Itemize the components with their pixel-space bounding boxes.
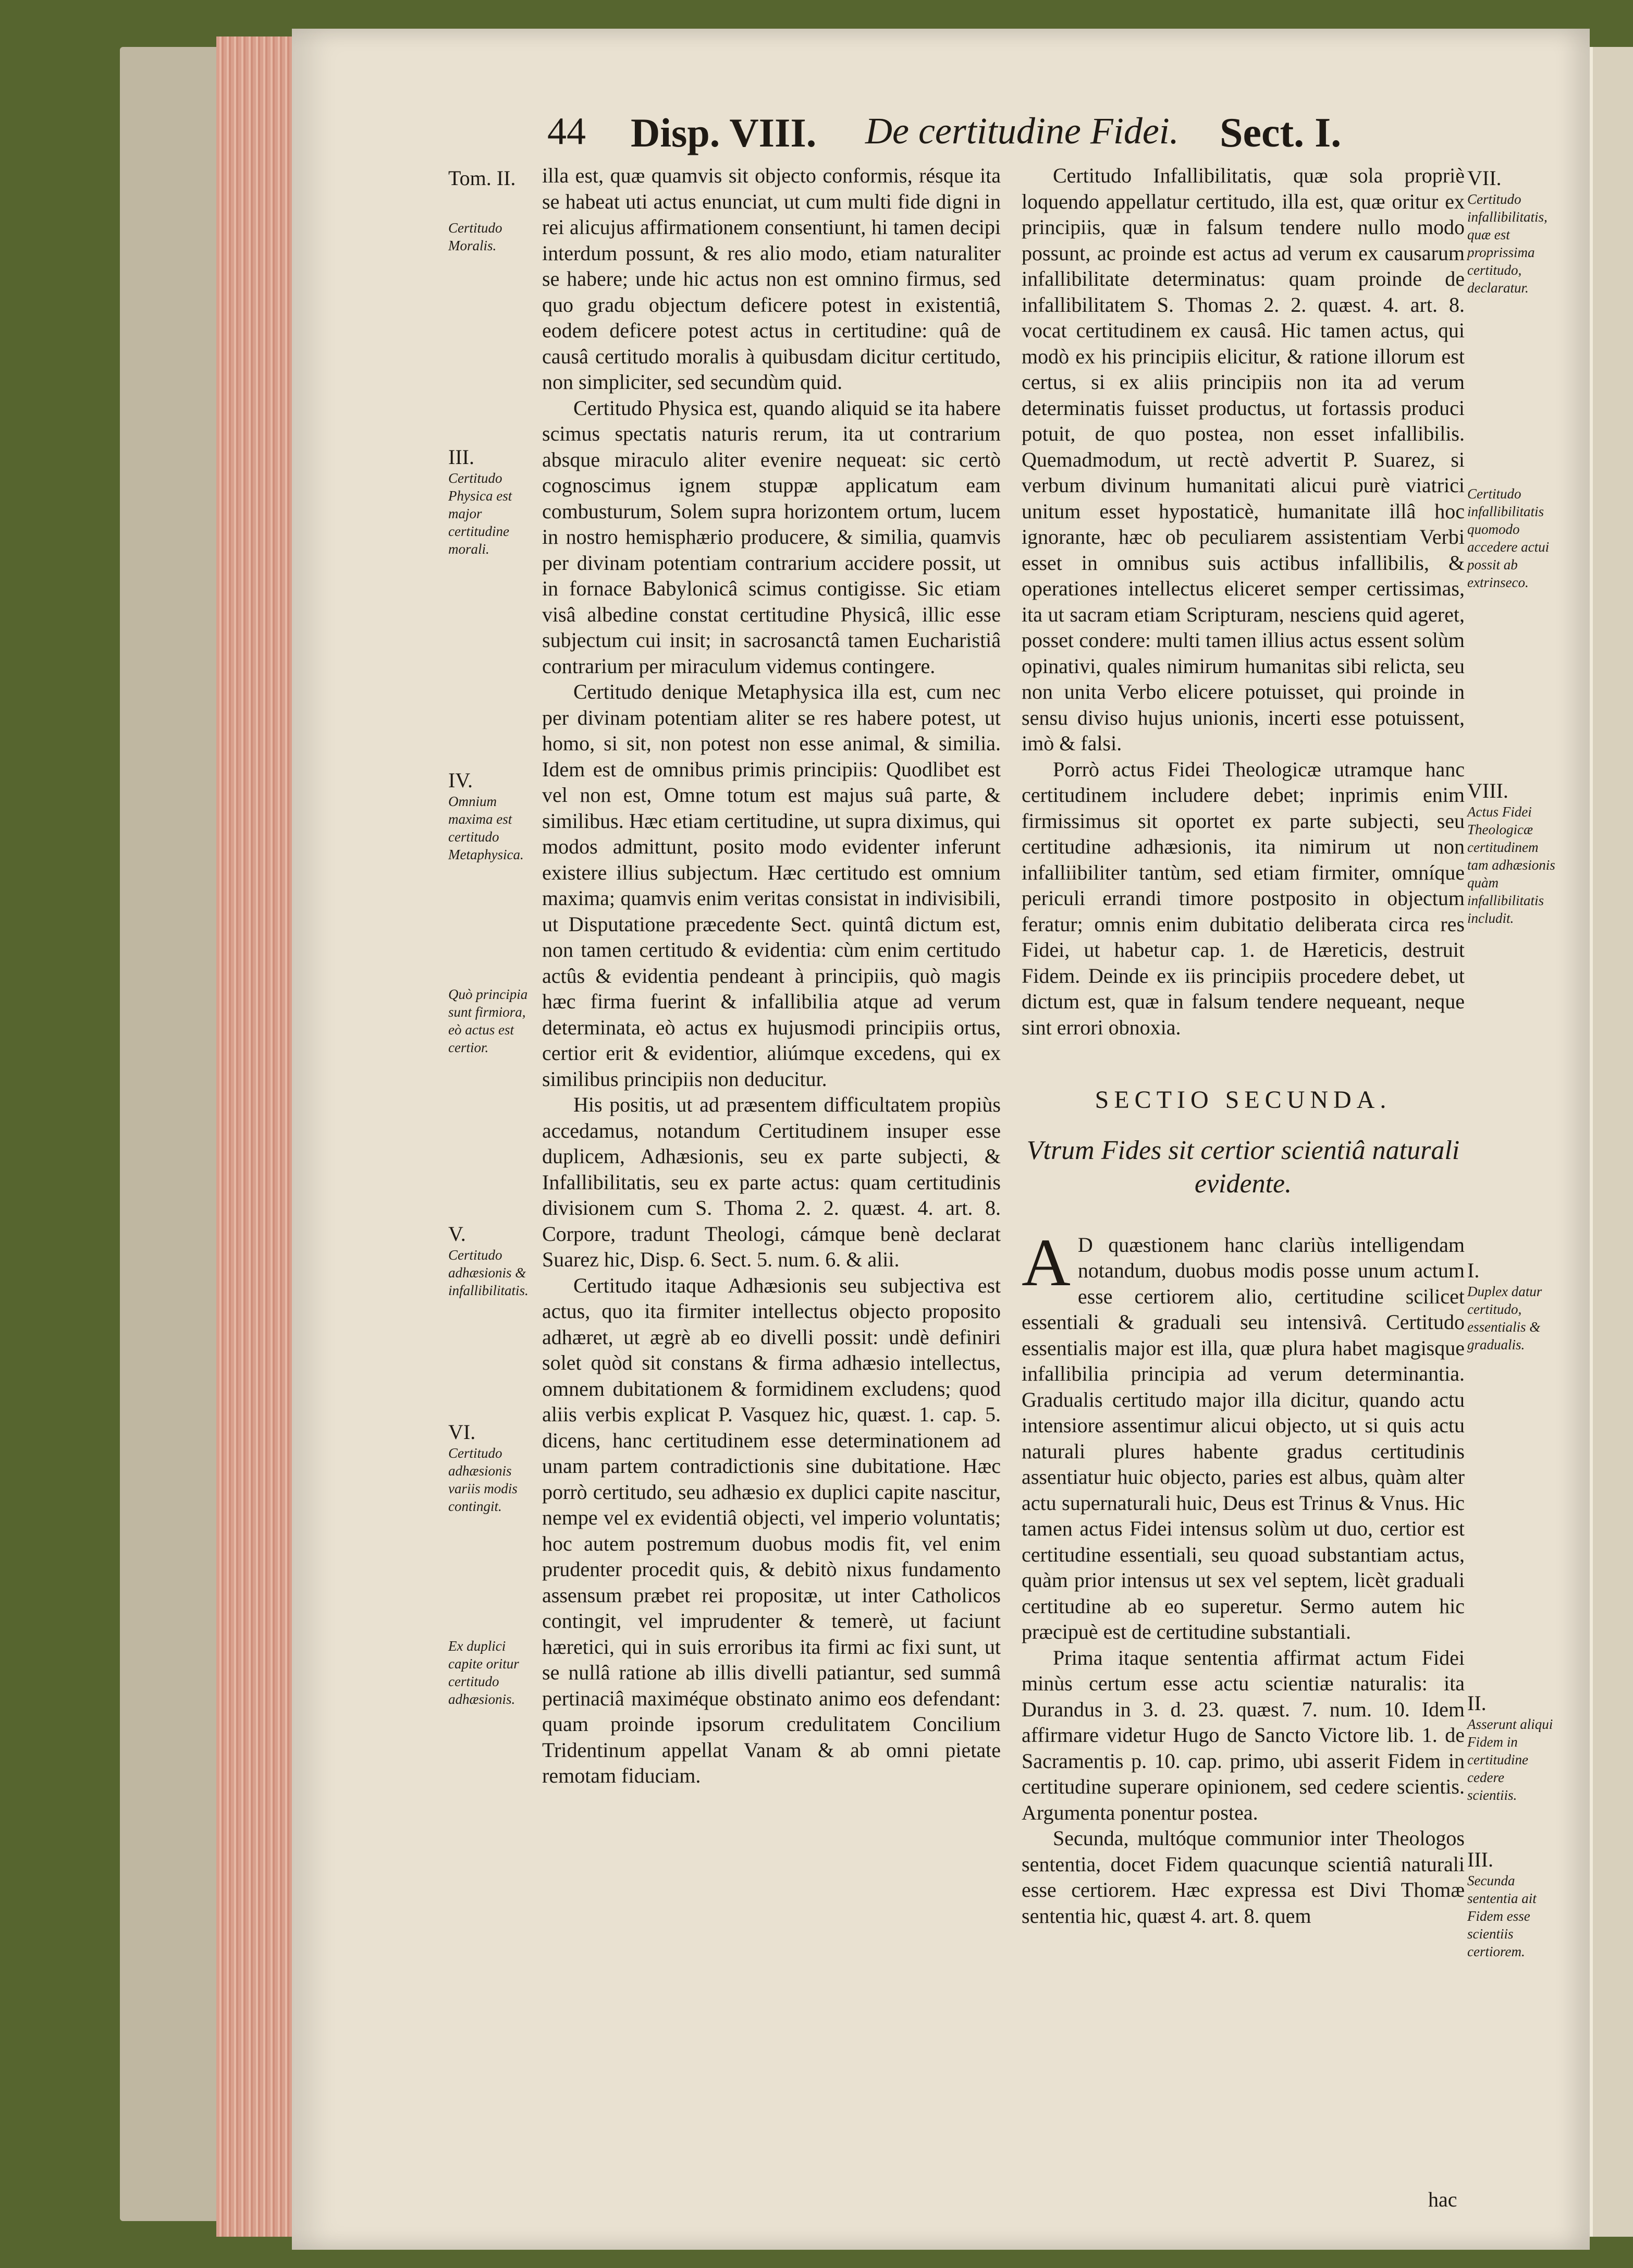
- paragraph: Certitudo Physica est, quando aliquid se ita habere scimus spectatis naturis rerum, ita ut contrarium absque miraculo aliter evenire nequeat: sic certò cognoscimus ignem stuppæ applicatum eam combusturum, Solem supra horizontem ortum, lucem in nostro hemisphærio producere, & similia, quamvis per divinam potentiam contrarium accidere possit, ut in fornace Babylonicâ scimus contigisse. Sic etiam visâ albedine constat certitudine Physicâ, illic esse subjectum cui insit; in sacrosanctâ tamen Eucharistiâ contrarium per miraculum videmus contingere.: [542, 396, 1001, 678]
- margin-note: [448, 985, 537, 1056]
- margin-note: [448, 1637, 537, 1708]
- running-title: De certitudine Fidei.: [865, 110, 1179, 152]
- margin-note: [1467, 485, 1556, 591]
- margin-text: Quò principia sunt firmiora, eò actus est certior.: [448, 986, 528, 1055]
- margin-note: [448, 166, 537, 190]
- margin-note: [1467, 1848, 1556, 1960]
- paragraph: Certitudo denique Metaphysica illa est, cum nec per divinam potentiam aliter se res habere potest, ut homo, si sit, non potest non esse animal, & similia. Idem est de omnibus primis principiis: Quodlibet est vel non est, Omne totum est majus suâ parte, & similibus. Hæc etiam certitudine, ut supra diximus, qui modos admittunt, posito modo evidenter inferunt existere illius subjectum. Hæc certitudo est omnium maxima; quamvis enim veritas consistat in indivisibili, ut Disputatione præcedente Sect. quintâ dictum est, non tamen certitudo & evidentia: cùm enim certitudo actûs & evidentia pendeant à principiis, quò magis hæc firma fuerint & infallibilia atque ad verum determinata, eò actus ex hujusmodi principiis ortus, certior erit & evidentior, aliúmque excedens, qui ex similibus principiis non deducitur.: [542, 680, 1001, 1091]
- margin-number: II.: [1467, 1691, 1487, 1715]
- page-number: 44: [547, 110, 586, 153]
- margin-text: Certitudo adhæsionis & infallibilitatis.: [448, 1247, 529, 1298]
- margin-text: Secunda sententia ait Fidem esse scientiis certiorem.: [1467, 1873, 1537, 1959]
- margin-number: VII.: [1467, 166, 1502, 190]
- margin-note: [448, 445, 537, 558]
- margin-number: V.: [448, 1222, 466, 1246]
- margin-number: III.: [448, 445, 474, 469]
- left-column: [542, 163, 1001, 1789]
- section-heading: SECTIO SECUNDA.: [1095, 1086, 1392, 1114]
- paragraph: illa est, quæ quamvis sit objecto conformis, résque ita se habeat uti actus enunciat, ut cum multi fide digni in rei alicujus affirmationem consentiunt, hi tamen decipi interdum possunt, & res alio modo, etiam naturaliter se habere; unde hic actus non est omnino firmus, sed quo gradu objectum deficere potest in existentiâ, eodem deficere potest actus in certitudine: quâ de causâ certitudo moralis à quibusdam dicitur certitudo, non simpliciter, sed secundùm quid.: [542, 164, 1001, 394]
- page-edges: [216, 36, 300, 2237]
- section-title: Vtrum Fides sit certior scientiâ naturali evidente.: [1026, 1135, 1460, 1199]
- margin-number: Tom. II.: [448, 166, 516, 190]
- paragraph: Certitudo Infallibilitatis, quæ sola propriè loquendo appellatur certitudo, illa est, quæ oritur ex principiis, quæ in falsum tendere nullo modo possunt, ac proinde est actus ad verum ex causarum infallibilitate determinatus: quam proinde de infallibilitatem S. Thomas 2. 2. quæst. 4. art. 8. vocat certitudinem ex causâ. Hic tamen actus, qui modò ex his principiis elicitur, & ratione illorum est certus, si ex aliis principiis non ita ad verum determinatis fuisset productus, ut fortassis produci potuit, de quo postea, non esset infallibilis. Quemadmodum, ut rectè advertit P. Suarez, si verbum divinum humanitati alicui purè viatrici unitum esset hypostaticè, humanitate illâ hoc ignorante, hæc ob peculiarem assistentiam Verbi esset in omnibus suis actibus infallibilis, & operationes intellectus eliceret semper certissimas, ita ut sacram etiam Scripturam, nesciens quid ageret, posset condere: multi tamen illius actus essent solùm opinativi, quales nimirum humanitas sibi relicta, seu non unita Verbo elicere potuisset, qui proinde in sensu diviso hujus unionis, incerti esse potuissent, imò & falsi.: [1022, 164, 1465, 755]
- margin-text: Certitudo infallibilitatis quomodo accedere actui possit ab extrinseco.: [1467, 486, 1550, 590]
- paragraph: [1022, 1225, 1465, 1645]
- right-column: [1022, 163, 1465, 1929]
- paragraph: Prima itaque sententia affirmat actum Fidei minùs certum esse actu scientiæ naturalis: ita Durandus in 3. d. 23. quæst. 7. num. 10. Idem affirmare videtur Hugo de Sancto Victore lib. 1. de Sacramentis p. 10. cap. primo, ubi asserit Fidem in certitudine superare opinionem, sed cedere scientis. Argumenta ponentur postea.: [1022, 1645, 1465, 1824]
- disputation-label: Disp. VIII.: [631, 110, 817, 155]
- margin-text: Duplex datur certitudo, essentialis & gradualis.: [1467, 1284, 1542, 1352]
- catchword: hac: [1428, 2188, 1457, 2211]
- margin-text: Certitudo adhæsionis variis modis contingit.: [448, 1445, 518, 1514]
- paragraph: Porrò actus Fidei Theologicæ utramque hanc certitudinem includere debet; inprimis enim firmissimus sit oportet ex parte subjecti, seu certitudine adhæsionis, ita nimirum ut non infalliibiliter tantùm, sed etiam firmiter, omníque periculi errandi timore postposito in objectum feratur; omnis enim dubitatio deliberata circa res Fidei, ut habetur cap. 1. de Hæreticis, destruit Fidem. Deinde ex iis principiis procedere debet, ut dictum est, quæ in falsum tendere nequeant, neque sint errori obnoxia.: [1022, 757, 1465, 1039]
- paragraph-text: D quæstionem hanc clariùs intelligendam notandum, duobus modis posse unum actum esse certiorem alio, certitudine scilicet essentiali & graduali seu intensivâ. Certitudo essentialis major est illa, quæ plura habet magisque infallibilia principia ad verum determinantia. Gradualis certitudo major illa dicitur, quando actu intensiore assentimur alicui objecto, ut si quis actu naturali plures habente gradus certitudinis assentiatur huic objecto, paries est albus, quàm alter actu supernaturali huic, Deus est Trinus & Vnus. Hic tamen actus Fidei intensus solùm ut duo, certior est certitudine essentiali, seu quoad substantiam actus, quàm prior intensus ut sex vel septem, licèt graduali certitudine ab eo superetur. Sermo autem hic præcipuè est de certitudine substantiali.: [1022, 1233, 1465, 1643]
- margin-text: Certitudo Physica est major certitudine morali.: [448, 470, 512, 557]
- facing-page-edge: [1590, 47, 1633, 2237]
- margin-number: VI.: [448, 1420, 476, 1444]
- margin-note: [1467, 1691, 1556, 1804]
- margin-note: [448, 1420, 537, 1515]
- margin-note: [1467, 166, 1556, 297]
- drop-cap: A: [1022, 1225, 1071, 1300]
- margin-text: Omnium maxima est certitudo Metaphysica.: [448, 794, 524, 862]
- margin-text: Ex duplici capite oritur certitudo adhæsionis.: [448, 1638, 519, 1707]
- paragraph: Certitudo itaque Adhæsionis seu subjectiva est actus, quo ita firmiter intellectus objecto proposito adhæret, ut ægrè ab eo divelli possit: undè definiri solet quòd sit constans & firma adhæsio intellectus, omnem dubitationem & formidinem excludens; quod aliis verbis explicat P. Vasquez hic, quæst. 1. cap. 5. dicens, hanc certitudinem esse determinationem ad unam partem contradictionis sine dubitatione. Hæc porrò certitudo, seu adhæsio ex duplici capite nascitur, nempe vel ex evidentiâ objecti, vel imperio voluntatis; hoc autem postremum duobus modis fit, vel enim prudenter procedit quis, & debitò nixus fundamento assensum præbet rei propositæ, ut inter Catholicos contingit, vel imprudenter & temerè, ut faciunt hæretici, qui in suis erroribus ita firmi ac fixi sunt, ut se nullâ ratione ab illis divelli patiantur, sed summâ pertinaciâ maximéque obstinato animo eos defendant: quam proinde ipsorum credulitatem Concilium Tridentinum appellat Vanam & ab omni pietate remotam fiduciam.: [542, 1273, 1001, 1787]
- margin-note: [448, 769, 537, 863]
- margin-number: III.: [1467, 1848, 1493, 1871]
- margin-text: Certitudo Moralis.: [448, 220, 502, 253]
- margin-number: IV.: [448, 769, 473, 792]
- margin-text: Asserunt aliqui Fidem in certitudine cedere scientiis.: [1467, 1716, 1553, 1803]
- paragraph: His positis, ut ad præsentem difficultatem propiùs accedamus, notandum Certitudinem insuper esse duplicem, Adhæsionis, seu ex parte subjecti, & Infallibilitatis, seu ex parte actus: quam certitudinis divisionem cum S. Thoma 2. 2. quæst. 4. art. 8. Corpore, tradunt Theologi, cámque benè declarat Suarez hic, Disp. 6. Sect. 5. num. 6. & alii.: [542, 1093, 1001, 1271]
- margin-text: Actus Fidei Theologicæ certitudinem tam adhæsionis quàm infallibilitatis includit.: [1467, 804, 1555, 926]
- margin-number: I.: [1467, 1259, 1480, 1282]
- margin-text: Certitudo infallibilitatis, quæ est proprissima certitudo, declaratur.: [1467, 191, 1548, 296]
- margin-note: [1467, 779, 1556, 927]
- margin-number: VIII.: [1467, 779, 1508, 802]
- margin-note: [448, 1222, 537, 1299]
- margin-note: [1467, 1259, 1556, 1354]
- margin-note: [448, 219, 537, 254]
- paragraph: Secunda, multóque communior inter Theologos sententia, docet Fidem quacunque scientiâ naturali esse certiorem. Hæc expressa est Divi Thomæ sententia hic, quæst 4. art. 8. quem: [1022, 1826, 1465, 1928]
- section-label: Sect. I.: [1220, 110, 1342, 156]
- book-cover-edge: [120, 47, 229, 2221]
